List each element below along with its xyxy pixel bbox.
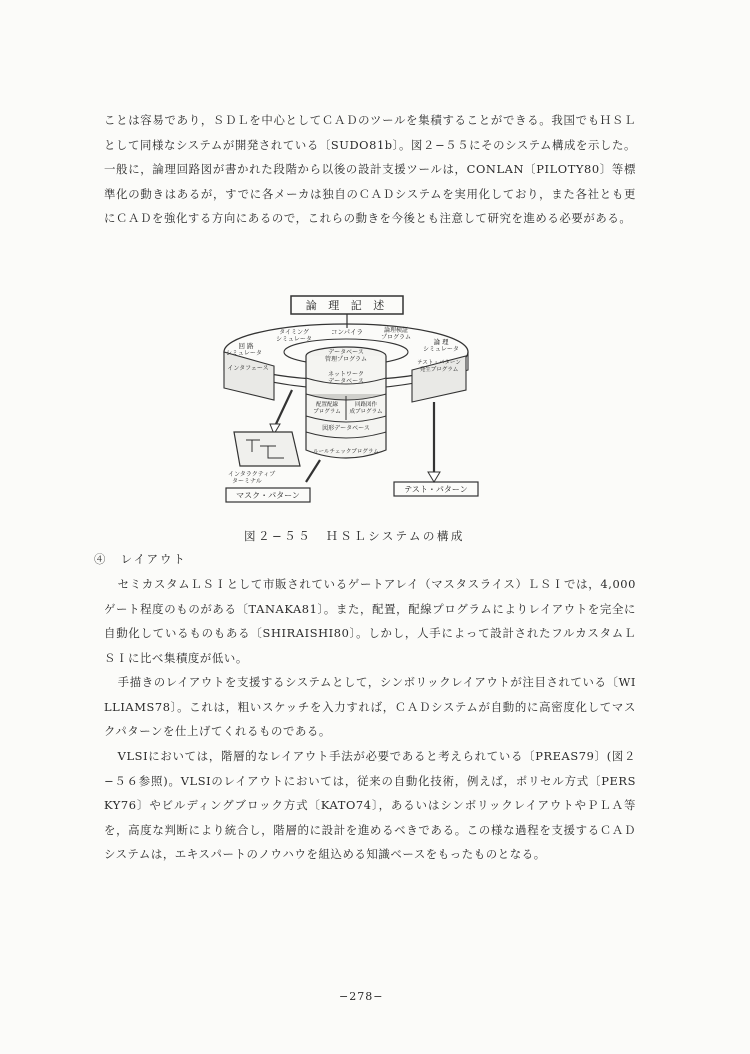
- test-gen-label-2: 発生プログラム: [419, 367, 459, 373]
- figure-caption: 図２−５５ ＨＳＬシステムの構成: [244, 529, 465, 543]
- circuit-chk-label: 回路図作: [354, 402, 378, 408]
- rule-check-label: ルールチェックプログラム: [313, 449, 379, 455]
- circuit-chk-label-2: 成プログラム: [349, 409, 383, 415]
- circuit-simulator-label-2: シミュレータ: [226, 350, 262, 357]
- timing-simulator-label-2: シミュレータ: [276, 336, 312, 343]
- network-db-label: ネットワーク: [327, 371, 365, 378]
- hsl-system-diagram: [196, 290, 496, 510]
- compiler-label: コンパイラ: [330, 328, 364, 336]
- db-mgmt-label-2: 管理プログラム: [325, 356, 367, 363]
- interface-label: インタフェース: [227, 365, 269, 372]
- paragraph-4: VLSIにおいては，階層的なレイアウト手法が必要であると考えられている〔PREAS79〕(図２−５６参照)。VLSIのレイアウトにおいては，従来の自動化技術，例えば，ポリセル方式〔PERSKY76〕やビルディングブロック方式〔KATO74〕，あるいはシンボリックレイアウトやＰＬＡ等を，高度な判断により統合し，階層的に設計を進めるべきである。この様な過程を支援するＣＡＤシステムは，エキスパートのノウハウを組込める知識ベースをもったものとなる。: [104, 749, 636, 862]
- paragraph-1: ことは容易であり，ＳＤＬを中心としてＣＡＤのツールを集積することができる。我国でもＨＳＬとして同様なシステムが開発されている〔SUDO81b〕。図２−５５にそのシステム構成を示した。一般に，論理回路図が書かれた段階から以後の設計支援ツールは，CONLAN〔PILOTY80〕等標準化の動きはあるが，すでに各メーカは独自のＣＡＤシステムを実用化しており，また各社とも更にＣＡＤを強化する方向にあるので，これらの動きを今後とも注意して研究を進める必要がある。: [104, 113, 636, 226]
- circuit-simulator-label: 回 路: [238, 342, 254, 350]
- layout-db-label: 図形データベース: [322, 425, 370, 432]
- paragraph-2: セミカスタムＬＳＩとして市販されているゲートアレイ（マスタスライス）ＬＳＩでは，4,000ゲート程度のものがある〔TANAKA81〕。また，配置，配線プログラムによりレイアウトを完全に自動化しているものもある〔SHIRAISHI80〕。しかし，人手によって設計されたフルカスタムＬＳＩに比べ集積度が低い。: [104, 577, 636, 665]
- logic-simulator-label: 論 理: [433, 338, 449, 346]
- page-number: −278−: [339, 990, 384, 1003]
- terminal-icon: [234, 432, 300, 466]
- logic-check-label: 論理検証: [383, 327, 409, 334]
- test-pattern-label: テスト・パターン: [404, 485, 468, 494]
- logic-description-label: 論 理 記 述: [305, 299, 389, 312]
- logic-simulator-label-2: シミュレータ: [423, 346, 459, 353]
- logic-check-label-2: プログラム: [381, 334, 411, 341]
- placement-label: 配置配線: [315, 402, 339, 408]
- mask-pattern-label: マスク・パターン: [236, 491, 300, 500]
- terminal-label-2: ターミナル: [232, 478, 262, 485]
- section-heading: ④ レイアウト: [94, 552, 187, 566]
- terminal-label: インタラクティブ: [228, 471, 276, 478]
- network-db-label-2: データベース: [328, 378, 364, 385]
- placement-label-2: プログラム: [313, 409, 341, 415]
- test-gen-label: テスト・パターン: [417, 360, 461, 366]
- arrow-to-mask: [306, 460, 320, 482]
- db-mgmt-label: データベース: [328, 349, 364, 356]
- interface-block: [224, 352, 274, 400]
- paragraph-3: 手描きのレイアウトを支援するシステムとして，シンボリックレイアウトが注目されている〔WILLIAMS78〕。これは，粗いスケッチを入力すれば，ＣＡＤシステムが自動的に高密度化してマスクパターンを仕上げてくれるものである。: [104, 675, 636, 739]
- arrow-to-terminal: [276, 390, 292, 424]
- timing-simulator-label: タイミング: [279, 329, 309, 336]
